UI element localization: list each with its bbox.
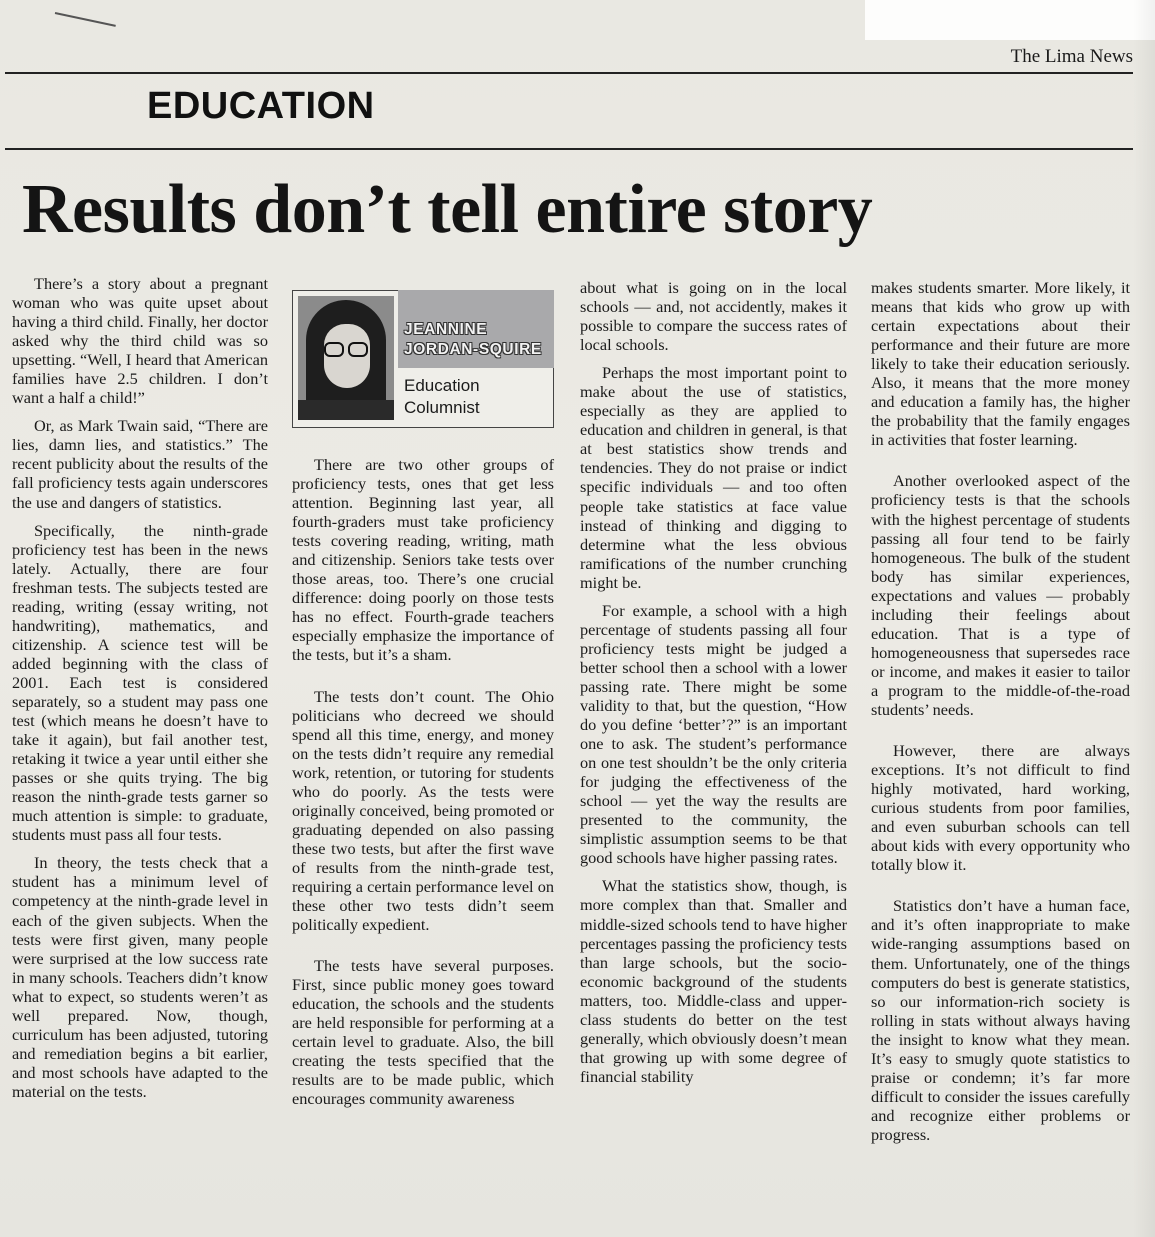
paragraph: Statistics don’t have a human face, and it’s often inappropriate to make wide-ranging assumptions based on them. Unfortunately, one of the things computers do best is generate statistics, so our information-rich society is rolling in stats without always having the insight to know what they mean. It’s easy to smugly quote statistics to praise or condemn; it’s far more difficult to consider the issues carefully and recognize either problems or progress. bbox=[871, 896, 1130, 1144]
columnist-last-name: JORDAN-SQUIRE bbox=[404, 341, 542, 358]
paragraph: For example, a school with a high percentage of students passing all four proficiency tests might be judged a better school then a school with a lower passing rate. There might be some validity to that, but the question, “How do you define ‘better’?” is an important one to ask. The student’s performance on one test shouldn’t be the only criteria for judging the effectiveness of the school — yet the way the results are presented to the community, the simplistic assumption seems to be that good schools have higher passing rates. bbox=[580, 600, 847, 868]
paragraph: There’s a story about a pregnant woman who was quite upset about having a third child. Finally, her doctor asked why the third child was so upsetting. “Well, I heard that American families have 2.5 children. I don’t want a half a child!” bbox=[12, 274, 268, 408]
paragraph: Specifically, the ninth-grade proficiency test has been in the news lately. Actually, there are four freshman tests. The subjects tested are reading, writing (essay writing, not handwriting), mathematics, and citizenship. A science test will be added beginning with the class of 2001. Each test is considered separately, so a student may pass one test (which means he doesn’t have to take it again), but fail another test, retaking it twice a year until either she passes or she quits trying. The big reason the ninth-grade tests garner so much attention is simple: to graduate, students must pass all four tests. bbox=[12, 520, 268, 845]
role-line-1: Education bbox=[404, 376, 480, 395]
article-column-4 bbox=[871, 278, 1130, 1144]
paragraph: Perhaps the most important point to make about the use of statistics, especially as they are applied to education and children in general, is that at best statistics show trends and tendencies. They do not praise or indict specific individuals — and too often people take statistics at face value instead of thinking and digging to determine what the less obvious ramifications of the number crunching might be. bbox=[580, 363, 847, 592]
scan-blank-corner bbox=[865, 0, 1155, 40]
article-column-2 bbox=[292, 455, 554, 1109]
section-rule bbox=[5, 148, 1133, 150]
newspaper-name: The Lima News bbox=[1010, 46, 1133, 67]
article-column-3 bbox=[580, 278, 847, 1086]
glasses-icon bbox=[322, 342, 372, 358]
columnist-photo bbox=[298, 296, 394, 420]
paragraph: What the statistics show, though, is more complex than that. Smaller and middle-sized schools tend to have higher percentages passing the proficiency tests than large schools, but the socio-economic background of the students matters, too. Middle-class and upper-class students do better on the test generally, which obviously doesn’t mean that growing up with some degree of financial stability bbox=[580, 876, 847, 1086]
paragraph: about what is going on in the local schools — and, not accidently, makes it possible to compare the success rates of local schools. bbox=[580, 278, 847, 355]
role-line-2: Columnist bbox=[404, 398, 480, 417]
section-title: EDUCATION bbox=[147, 85, 375, 127]
paragraph: Another overlooked aspect of the proficiency tests is that the schools with the highest percentage of students passing all four tend to be fairly homogeneous. The bulk of the student body has similar experiences, expectations and values — probably including their feelings about education. That is a type of homogeneousness that supersedes race or income, and makes it easier to tailor a program to the middle-of-the-road students’ needs. bbox=[871, 471, 1130, 719]
article-column-1 bbox=[12, 274, 268, 1101]
headline: Results don’t tell entire story bbox=[22, 171, 873, 248]
paragraph: The tests have several purposes. First, since public money goes toward education, the schools and the students are held responsible for performing at a certain level to graduate. Also, the bill creating the tests specified that the results are to be made public, which encourages community awareness bbox=[292, 956, 554, 1109]
scan-edge-shadow bbox=[1133, 0, 1155, 1237]
paragraph: However, there are always exceptions. It’s not difficult to find highly motivated, hard working, curious students from poor families, and even suburban schools can tell about kids with every opportunity who totally blow it. bbox=[871, 741, 1130, 875]
pen-mark bbox=[55, 12, 116, 27]
paragraph: Or, as Mark Twain said, “There are lies, damn lies, and statistics.” The recent publicity about the results of the fall proficiency tests again underscores the use and dangers of statistics. bbox=[12, 416, 268, 512]
paragraph: There are two other groups of proficiency tests, ones that get less attention. Beginning last year, all fourth-graders must take proficiency tests covering reading, writing, math and citizenship. Seniors take tests over those areas, too. There’s one crucial difference: doing poorly on those tests has no effect. Fourth-grade teachers especially emphasize the importance of the tests, but it’s a sham. bbox=[292, 455, 554, 665]
paragraph: In theory, the tests check that a student has a minimum level of competency at the ninth-grade level in each of the given subjects. When the tests were first given, many people were surprised at the low success rate in many schools. Teachers didn’t know what to expect, so students weren’t as well prepared. Now, though, curriculum has been adjusted, tutoring and remediation begins a bit earlier, and most schools have adapted to the material on the tests. bbox=[12, 853, 268, 1101]
columnist-name bbox=[404, 320, 554, 360]
paragraph: makes students smarter. More likely, it means that kids who grow up with certain expectations about their performance and their future are more likely to take their education seriously. Also, it means that the more money and education a family has, the higher the probability that the family engages in activities that foster learning. bbox=[871, 278, 1130, 450]
paragraph: The tests don’t count. The Ohio politicians who decreed we should spend all this time, energy, and money on the tests didn’t require any remedial work, retention, or tutoring for students who do poorly. As the tests were originally conceived, being promoted or graduating depended on also passing these two tests, but after the first wave of results from the ninth-grade test, requiring a certain performance level on these other two tests didn’t seem politically expedient. bbox=[292, 686, 554, 935]
columnist-role bbox=[404, 375, 544, 419]
columnist-byline bbox=[292, 290, 554, 428]
columnist-first-name: JEANNINE bbox=[404, 321, 488, 338]
top-rule bbox=[5, 72, 1133, 74]
